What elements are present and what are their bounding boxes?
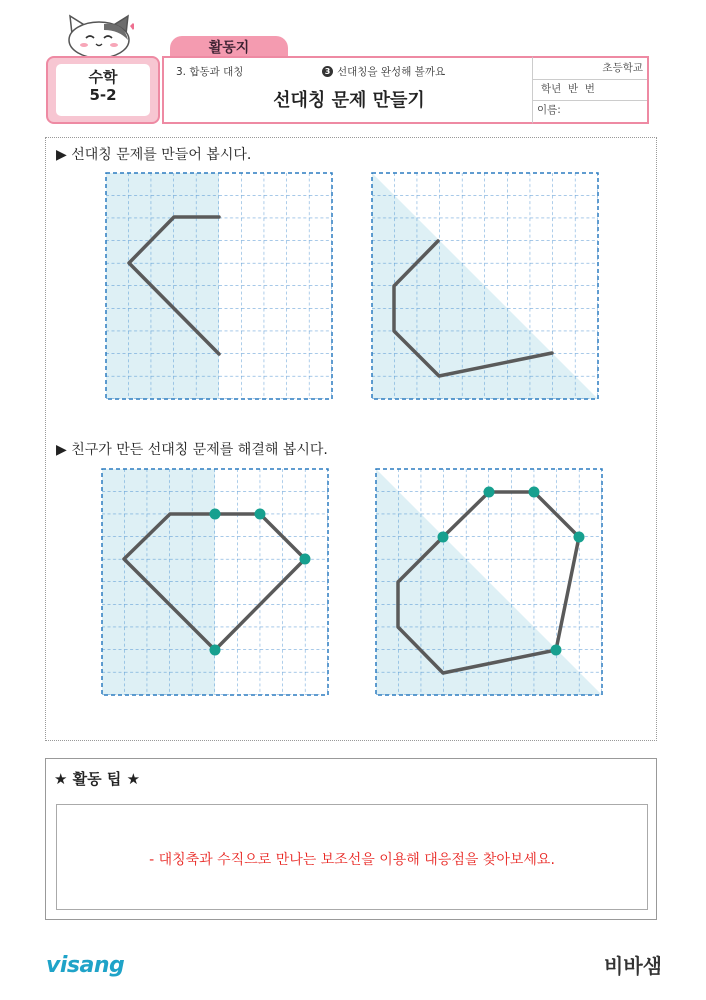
name-field: 이름: bbox=[537, 104, 561, 116]
lesson-number-badge: 3 bbox=[322, 66, 333, 77]
grid-2 bbox=[372, 173, 598, 399]
subject-name: 수학 bbox=[88, 68, 118, 86]
grid-4 bbox=[376, 469, 602, 695]
unit-label: 3. 합동과 대칭 bbox=[176, 66, 244, 78]
grid-1 bbox=[106, 173, 332, 399]
triangle-bullet-icon: ▶ bbox=[56, 147, 67, 163]
lesson-title: 선대칭을 완성해 볼까요 bbox=[337, 66, 446, 78]
brand-logo: 비바샘 bbox=[604, 954, 662, 978]
grid-3 bbox=[102, 469, 328, 695]
class-field: 학년 반 번 bbox=[533, 79, 647, 101]
tip-title: ★ 활동 팁 ★ bbox=[54, 770, 141, 788]
publisher-logo: visang bbox=[46, 953, 125, 978]
triangle-bullet-icon: ▶ bbox=[56, 442, 67, 458]
worksheet-tab: 활동지 bbox=[170, 36, 288, 60]
instruction-2: ▶ 친구가 만든 선대칭 문제를 해결해 봅시다. bbox=[56, 442, 328, 458]
tip-text: - 대칭축과 수직으로 만나는 보조선을 이용해 대응점을 찾아보세요. bbox=[149, 852, 555, 868]
page-title: 선대칭 문제 만들기 bbox=[273, 90, 425, 111]
instruction-1: ▶ 선대칭 문제를 만들어 봅시다. bbox=[56, 147, 252, 163]
grade-term: 5-2 bbox=[89, 86, 117, 104]
school-field: 초등학교 bbox=[533, 58, 647, 80]
